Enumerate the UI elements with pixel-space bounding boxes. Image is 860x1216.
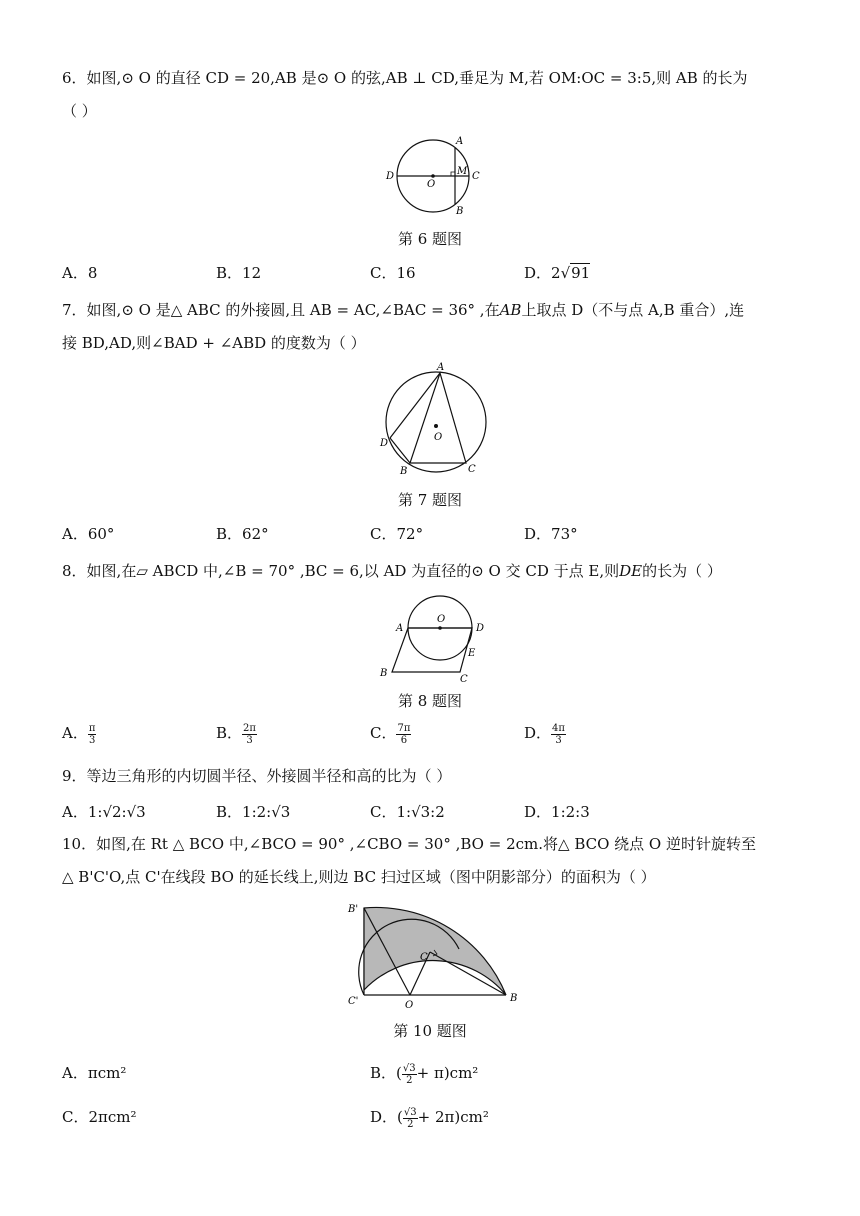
q6-option-d-letter: D． — [524, 264, 552, 282]
q7-option-c-text: 72° — [396, 525, 424, 543]
q7-label-c: C — [468, 464, 476, 475]
q10-option-d-open-paren: ( — [397, 1108, 403, 1126]
q8-arc-de: DE — [619, 562, 643, 580]
q10-label-o: O — [405, 1000, 414, 1011]
q8-label-o: O — [437, 614, 446, 625]
q6-option-a[interactable] — [62, 262, 97, 283]
q8-option-c-letter: C． — [370, 724, 397, 742]
q10-label-b: B — [510, 993, 518, 1004]
q7-label-a: A — [437, 362, 445, 373]
q6-center-dot — [431, 174, 435, 178]
q7-option-d-text: 73° — [551, 525, 578, 543]
q10-option-b-letter: B． — [370, 1064, 397, 1082]
q8-option-c-numerator: 7π — [397, 722, 411, 734]
q7-circle — [386, 372, 486, 472]
q7-label-o: O — [434, 432, 443, 443]
q10-option-d[interactable] — [370, 1106, 489, 1130]
q6-label-b: B — [456, 206, 464, 217]
q10-option-d-fraction — [403, 1107, 418, 1130]
q8-parallelogram — [392, 628, 472, 672]
q6-option-d-radicand: 91 — [571, 264, 591, 282]
q7-text-line1b: 上取点 D（不与点 A,B 重合）,连 — [521, 301, 745, 319]
q10-option-a[interactable] — [62, 1062, 126, 1083]
q10-option-b-rest: + π)cm² — [416, 1064, 479, 1082]
q6-label-d: D — [386, 171, 395, 182]
q10-option-c[interactable] — [62, 1106, 137, 1127]
q8-option-a-letter: A． — [62, 724, 88, 742]
q10-option-d-numerator: √3 — [403, 1106, 417, 1118]
q6-option-d[interactable] — [524, 262, 590, 283]
q9-text-line1: 等边三角形的内切圆半径、外接圆半径和高的比为（ ） — [86, 767, 452, 785]
q6-label-m: M — [457, 166, 468, 177]
q10-option-b-denominator: 2 — [406, 1074, 413, 1086]
q9-option-c-letter: C． — [370, 803, 397, 821]
q10-figure — [344, 900, 524, 1012]
q8-option-b[interactable] — [216, 722, 257, 746]
q8-option-b-numerator: 2π — [243, 722, 256, 734]
q8-option-d-fraction — [551, 723, 566, 746]
q6-text-line1: 如图,⊙ O 的直径 CD = 20,AB 是⊙ O 的弦,AB ⊥ CD,垂足为 M,若 OM:OC = 3:5,则 AB 的长为 — [86, 69, 748, 87]
q8-option-b-fraction — [242, 723, 257, 746]
q8-option-c-fraction — [396, 723, 411, 746]
q9-number: 9． — [62, 767, 87, 785]
question-9 — [62, 760, 792, 793]
q9-option-a-text: 1:√2:√3 — [87, 803, 146, 821]
q8-text-line1b: 的长为（ ） — [642, 562, 722, 580]
q10-option-b-numerator: √3 — [402, 1062, 416, 1074]
q10-option-b[interactable] — [370, 1062, 478, 1086]
q6-text-line2: （ ） — [62, 102, 97, 120]
q10-option-b-open-paren: ( — [396, 1064, 402, 1082]
q7-option-c[interactable] — [370, 523, 423, 544]
q7-caption: 第 7 题图 — [397, 491, 463, 509]
q8-option-c-denominator: 6 — [400, 734, 408, 746]
q10-option-d-denominator: 2 — [407, 1118, 414, 1130]
q6-label-o: O — [427, 179, 436, 190]
q7-text-line2: 接 BD,AD,则∠BAD + ∠ABD 的度数为（ ） — [62, 334, 366, 352]
q7-option-d[interactable] — [524, 523, 578, 544]
question-6 — [62, 62, 792, 128]
q8-label-a: A — [396, 623, 404, 634]
q8-center-dot — [438, 626, 442, 630]
q10-label-c-prime: C' — [348, 996, 359, 1007]
q10-number: 10． — [62, 835, 97, 853]
q6-caption: 第 6 题图 — [397, 230, 463, 248]
q6-label-a: A — [456, 136, 464, 147]
q6-option-b[interactable] — [216, 262, 261, 283]
q10-text-line2: △ B'C'O,点 C'在线段 BO 的延长线上,则边 BC 扫过区域（图中阴影部分）的面积为（ ） — [62, 868, 656, 886]
q8-option-a-numerator: π — [88, 722, 96, 734]
q10-option-b-fraction — [402, 1063, 417, 1086]
q8-option-b-letter: B． — [216, 724, 243, 742]
q6-option-d-sqrt-sign: √ — [560, 264, 571, 282]
q8-option-a[interactable] — [62, 722, 96, 746]
q8-option-b-denominator: 3 — [246, 734, 253, 746]
q8-label-d: D — [476, 623, 485, 634]
q9-option-a-letter: A． — [62, 803, 88, 821]
q9-option-b-text: 1:2:√3 — [242, 803, 291, 821]
q10-label-c: C — [420, 952, 428, 963]
q6-option-a-text: 8 — [87, 264, 98, 282]
q9-option-c[interactable] — [370, 801, 445, 822]
q7-arc-ab: AB — [499, 301, 522, 319]
q8-option-d-letter: D． — [524, 724, 552, 742]
q7-label-b: B — [400, 466, 408, 477]
q10-label-b-prime: B' — [348, 904, 359, 915]
q7-center-dot — [434, 424, 438, 428]
q6-option-c-text: 16 — [396, 264, 416, 282]
q8-option-d-numerator: 4π — [552, 722, 565, 734]
q7-option-a[interactable] — [62, 523, 114, 544]
q7-option-a-text: 60° — [87, 525, 115, 543]
q7-option-c-letter: C． — [370, 525, 397, 543]
question-10 — [62, 828, 792, 894]
q8-option-a-fraction — [88, 723, 97, 746]
q7-figure — [376, 362, 496, 478]
q8-text-line1a: 如图,在▱ ABCD 中,∠B = 70° ,BC = 6,以 AD 为直径的⊙ O 交 CD 于点 E,则 — [86, 562, 620, 580]
q10-option-d-letter: D． — [370, 1108, 398, 1126]
q9-option-d-text: 1:2:3 — [551, 803, 590, 821]
q6-option-a-letter: A． — [62, 264, 88, 282]
q6-option-d-coef: 2 — [551, 264, 561, 282]
q8-caption: 第 8 题图 — [397, 692, 463, 710]
q7-label-d: D — [380, 438, 389, 449]
q7-segment-bd — [390, 438, 410, 463]
question-8 — [62, 555, 792, 588]
q8-option-a-denominator: 3 — [88, 734, 96, 746]
q7-option-a-letter: A． — [62, 525, 88, 543]
q6-figure — [380, 132, 490, 222]
q8-option-c[interactable] — [370, 722, 411, 746]
q9-option-b-letter: B． — [216, 803, 243, 821]
q6-option-b-text: 12 — [242, 264, 262, 282]
q8-option-d[interactable] — [524, 722, 566, 746]
q8-label-c: C — [460, 674, 468, 684]
q6-option-c-letter: C． — [370, 264, 397, 282]
q10-option-a-text: πcm² — [87, 1064, 127, 1082]
q7-option-b-text: 62° — [242, 525, 269, 543]
q9-option-c-text: 1:√3:2 — [396, 803, 445, 821]
question-7 — [62, 294, 792, 360]
q9-option-d[interactable] — [524, 801, 590, 822]
q10-caption: 第 10 题图 — [393, 1022, 467, 1040]
q9-option-d-letter: D． — [524, 803, 552, 821]
q8-label-b: B — [380, 668, 388, 679]
q10-option-c-text: 2πcm² — [88, 1108, 137, 1126]
q7-option-d-letter: D． — [524, 525, 552, 543]
q8-number: 8． — [62, 562, 87, 580]
q7-number: 7． — [62, 301, 87, 319]
q10-option-c-letter: C． — [62, 1108, 89, 1126]
q9-option-b[interactable] — [216, 801, 290, 822]
q8-figure — [372, 592, 492, 684]
q7-text-line1a: 如图,⊙ O 是△ ABC 的外接圆,且 AB = AC,∠BAC = 36° ,在 — [86, 301, 500, 319]
q7-triangle-abc — [410, 373, 466, 463]
q8-option-d-denominator: 3 — [555, 734, 562, 746]
q10-text-line1: 如图,在 Rt △ BCO 中,∠BCO = 90° ,∠CBO = 30° ,BO = 2cm.将△ BCO 绕点 O 逆时针旋转至 — [96, 835, 756, 853]
q7-option-b[interactable] — [216, 523, 269, 544]
q9-option-a[interactable] — [62, 801, 146, 822]
q7-segment-ad — [390, 373, 440, 438]
q7-option-b-letter: B． — [216, 525, 243, 543]
q6-option-c[interactable] — [370, 262, 416, 283]
q10-option-a-letter: A． — [62, 1064, 88, 1082]
q10-option-d-rest: + 2π)cm² — [417, 1108, 489, 1126]
q6-number: 6． — [62, 69, 87, 87]
q6-right-angle-mark — [451, 172, 455, 176]
q6-option-b-letter: B． — [216, 264, 243, 282]
q6-label-c: C — [472, 171, 480, 182]
q8-label-e: E — [468, 648, 476, 659]
